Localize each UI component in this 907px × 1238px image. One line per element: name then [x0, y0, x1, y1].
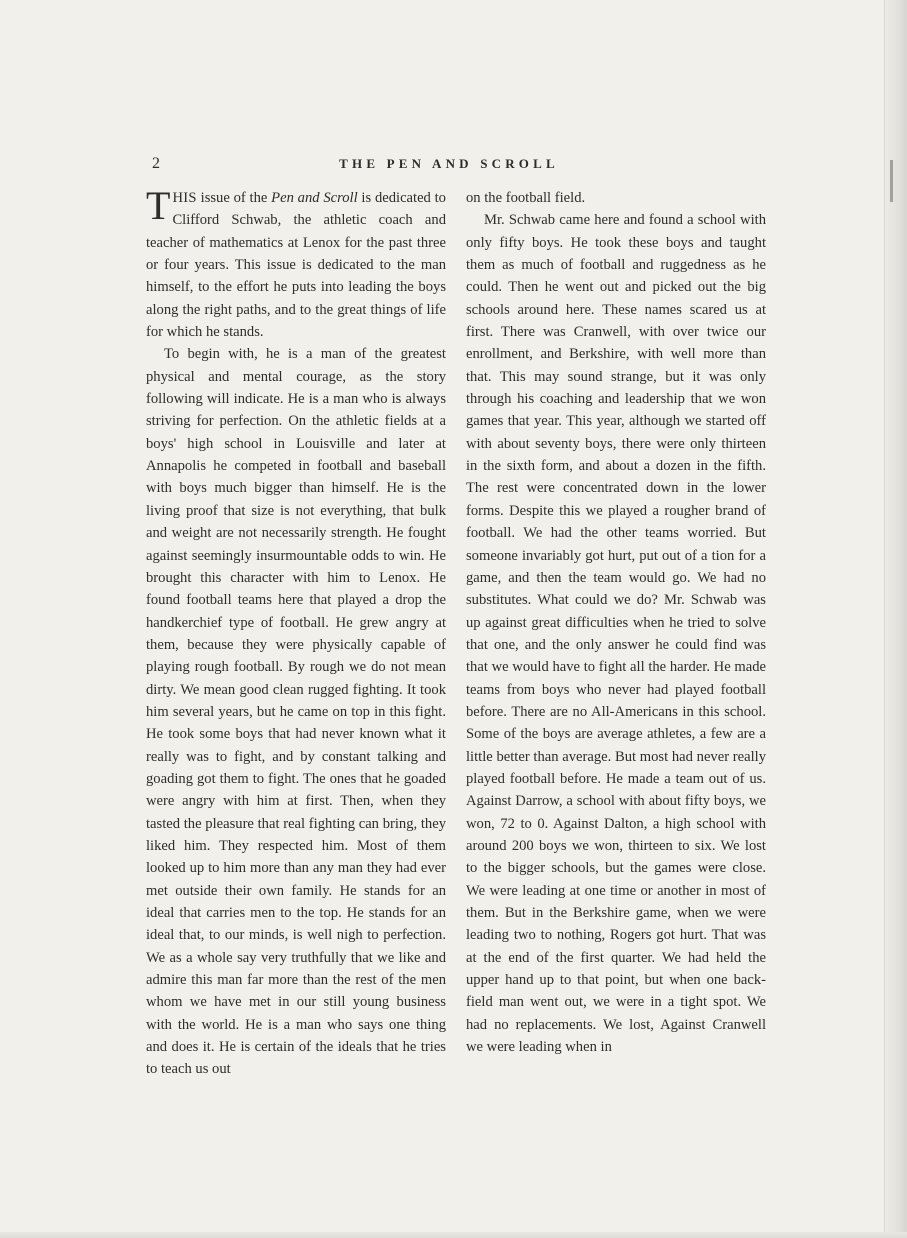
left-column — [146, 183, 446, 1081]
page-edge — [884, 0, 907, 1238]
continued-text: on the football field. — [466, 190, 586, 206]
dedication-text-start: issue of the — [196, 190, 272, 206]
right-column — [466, 187, 766, 1058]
dedication-paragraph — [146, 183, 446, 343]
page-number: 2 — [152, 155, 160, 172]
page-header — [152, 154, 746, 174]
page-edge-mark — [890, 160, 893, 202]
publication-title-italic: Pen and Scroll — [271, 190, 358, 206]
lead-in-caps: HIS — [172, 190, 197, 206]
character-paragraph: To begin with, he is a man of the greatest physical and mental courage, as the story following will indicate. He is a man who is always striving for perfection. On the athletic fields at a boys' high school in Louisville and later at Annapolis he competed in football and baseball with boys much bigger than himself. He is the living proof that size is not everything, that bulk and weight are not necessarily strength. He fought against seemingly insurmountable odds to win. He brought this character with him to Lenox. He found football teams here that played a drop the handkerchief type of football. He grew angry at them, because they were physically capable of playing rough football. By rough we do not mean dirty. We mean good clean rugged fighting. It took him several years, but he came on top in this fight. He took some boys that had never known what it really was to fight, and by constant talking and goading got them to fight. The ones that he goaded were angry with him at first. Then, when they tasted the pleasure that real fighting can bring, they liked him. They respected him. Most of them looked up to him more than any man they had ever met outside their own family. He stands for an ideal that carries men to the top. He stands for an ideal that, to our minds, is well nigh to perfection. We as a whole say very truthfully that we like and admire this man far more than the rest of the men whom we have met in our still young business with the world. He is a man who says one thing and does it. He is certain of the ideals that he tries to teach us out — [146, 346, 446, 1078]
football-season-paragraph: Mr. Schwab came here and found a school with only fifty boys. He took these boys and taught them as much of football and ruggedness as he could. Then he went out and picked out the big schools around here. These names scared us at first. There was Cranwell, with over twice our enrollment, and Berkshire, with well more than that. This may sound strange, but it was only through his coaching and leadership that we won games that year. This year, although we started off with about seventy boys, there were only thirteen in the sixth form, and about a dozen in the fifth. The rest were concentrated down in the lower forms. Despite this we played a rougher brand of football. We had the other teams worried. But someone invariably got hurt, put out of a tion for a game, and then the team would go. We had no substitutes. What could we do? Mr. Schwab was up against great difficulties when he tried to solve that one, and the only answer he could find was that we would have to fight all the harder. He made teams from boys who never had played football before. There are no All-Americans in this school. Some of the boys are average athletes, a few are a little better than average. But most had never really played football before. He made a team out of us. Against Darrow, a school with about fifty boys, we won, 72 to 0. Against Dalton, a high school with around 200 boys we won, thirteen to six. We lost to the bigger schools, but the games were close. We were leading at one time or another in most of them. But in the Berkshire game, when we were leading two to nothing, Rogers got hurt. That was at the end of the first quarter. We had held the upper hand up to that point, but when one backfield man went out, we were in a tight spot. We had no replacements. We lost, Against Cranwell we were leading when in — [466, 212, 766, 1056]
dedication-text-rest: is dedicated to Clifford Schwab, the athletic coach and teacher of mathematics at Lenox for the past three or four years. This issue is dedicated to the man himself, to the effort he puts into leading the boys along the right paths, and to the great things of life for which he stands. — [146, 190, 446, 341]
drop-cap: T — [146, 183, 171, 228]
running-title: THE PEN AND SCROLL — [339, 156, 559, 171]
bottom-page-edge — [0, 1232, 907, 1238]
